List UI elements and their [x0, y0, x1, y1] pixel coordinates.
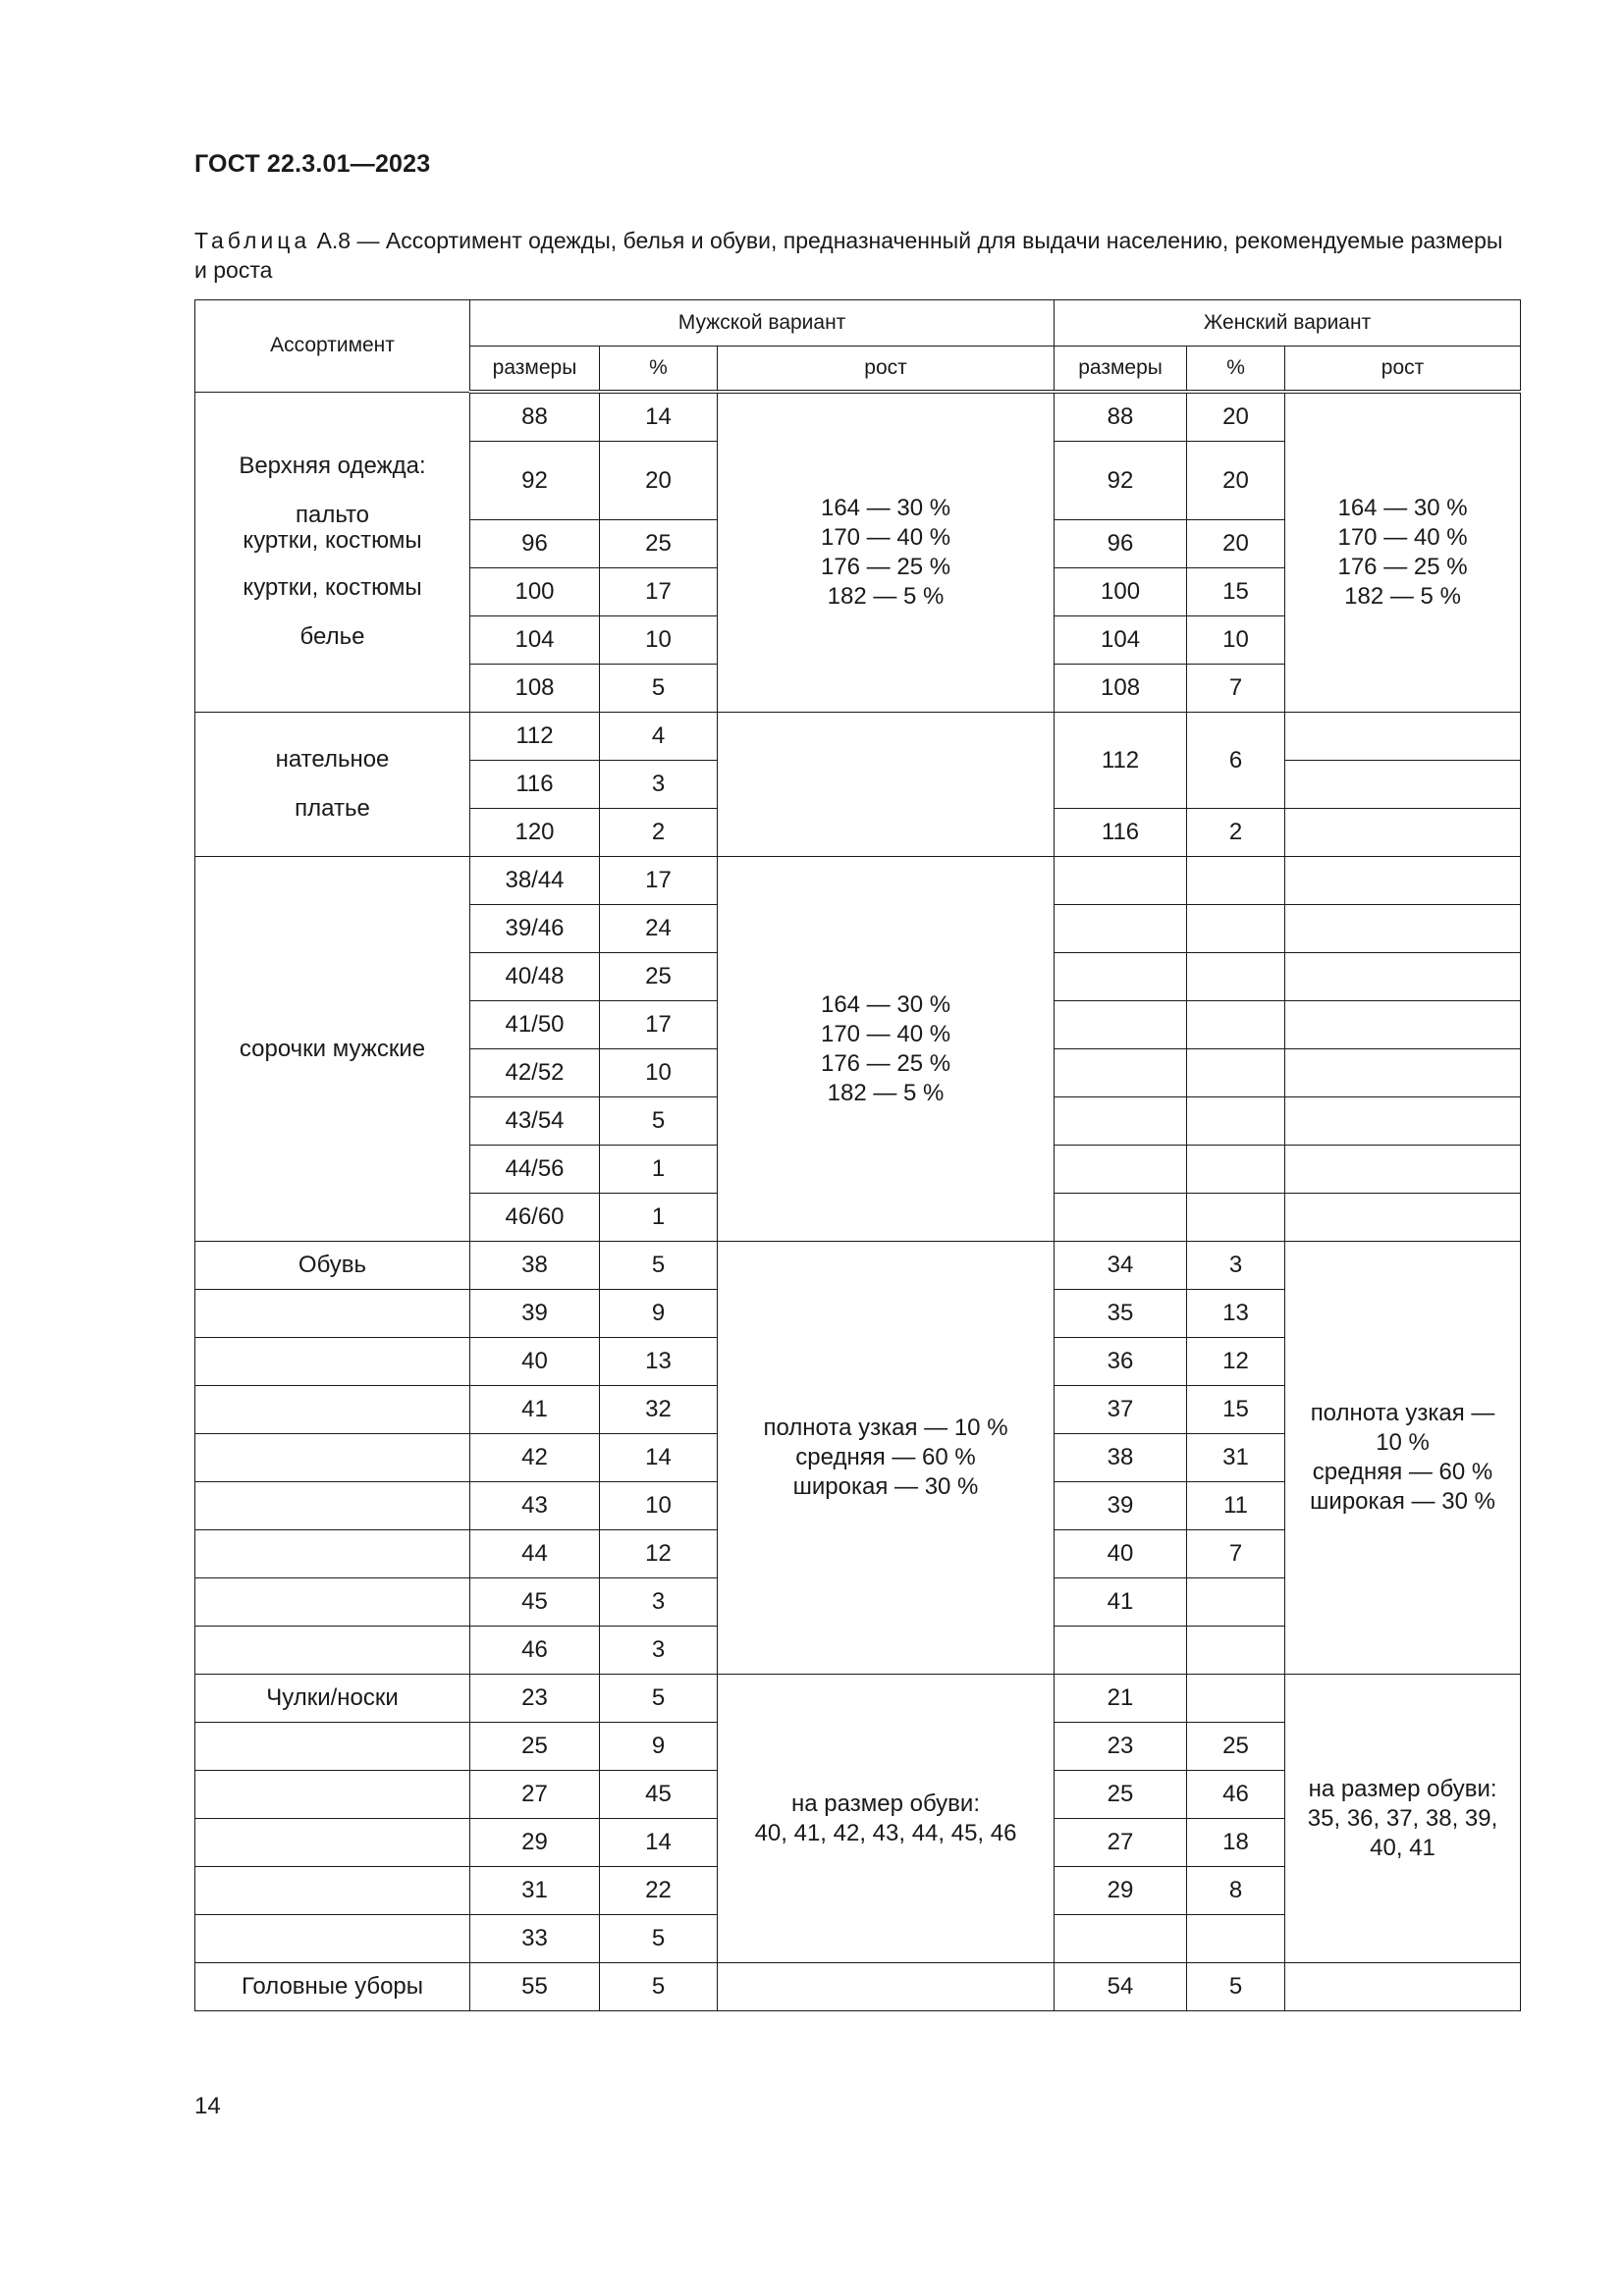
table-row [195, 1963, 1521, 2011]
female-size: 21 [1055, 1675, 1187, 1723]
male-size: 108 [470, 665, 600, 713]
male-percent: 13 [600, 1338, 718, 1386]
female-size: 38 [1055, 1434, 1187, 1482]
male-size: 120 [470, 809, 600, 857]
female-heights-outerwear [1285, 392, 1521, 713]
label-shirts: сорочки мужские [239, 1035, 426, 1062]
female-percent: 20 [1187, 520, 1285, 568]
male-percent: 14 [600, 392, 718, 442]
female-percent: 13 [1187, 1290, 1285, 1338]
female-height-empty [1285, 1963, 1521, 2011]
female-size-empty [1055, 1146, 1187, 1194]
male-height-empty [718, 713, 1055, 857]
male-percent: 1 [600, 1146, 718, 1194]
header-male-percent: % [600, 347, 718, 393]
male-percent: 5 [600, 1675, 718, 1723]
page-number: 14 [194, 2093, 221, 2119]
label-dress: платье [295, 795, 370, 822]
caption-prefix: Таблица [194, 228, 311, 253]
male-percent: 12 [600, 1530, 718, 1578]
female-percent: 6 [1187, 713, 1285, 809]
female-size-empty [1055, 1194, 1187, 1242]
male-percent: 17 [600, 1001, 718, 1049]
header-female-percent: % [1187, 347, 1285, 393]
label-coat: пальто [295, 502, 370, 529]
note-line: на размер обуви: [791, 1789, 980, 1817]
female-percent-empty [1187, 1097, 1285, 1146]
male-size: 31 [470, 1867, 600, 1915]
female-height-empty [1285, 953, 1521, 1001]
male-size: 38 [470, 1242, 600, 1290]
male-percent: 3 [600, 1578, 718, 1627]
female-height-empty [1285, 1146, 1521, 1194]
female-size [1055, 1915, 1187, 1963]
fullness-line: широкая — 30 % [792, 1473, 979, 1500]
note-line: 40, 41 [1370, 1834, 1435, 1861]
document-header: ГОСТ 22.3.01—2023 [194, 150, 431, 178]
label-jackets-2: куртки, костюмы [243, 574, 422, 602]
female-size: 35 [1055, 1290, 1187, 1338]
male-size: 46 [470, 1627, 600, 1675]
female-percent: 8 [1187, 1867, 1285, 1915]
female-size: 96 [1055, 520, 1187, 568]
male-percent: 45 [600, 1771, 718, 1819]
male-size: 40 [470, 1338, 600, 1386]
female-height-empty [1285, 857, 1521, 905]
male-percent: 3 [600, 761, 718, 809]
male-size: 39/46 [470, 905, 600, 953]
male-size: 112 [470, 713, 600, 761]
table-row [195, 1675, 1521, 1723]
female-percent-empty [1187, 1146, 1285, 1194]
female-percent: 20 [1187, 442, 1285, 520]
female-percent [1187, 1627, 1285, 1675]
female-size [1055, 1627, 1187, 1675]
height-line: 170 — 40 % [1337, 524, 1468, 551]
height-line: 182 — 5 % [827, 583, 945, 610]
male-size: 44 [470, 1530, 600, 1578]
height-line: 164 — 30 % [1337, 495, 1468, 521]
female-size: 116 [1055, 809, 1187, 857]
header-female-sizes: размеры [1055, 347, 1187, 393]
fullness-line: широкая — 30 % [1310, 1488, 1495, 1515]
female-percent [1187, 1578, 1285, 1627]
assortment-table [194, 299, 1521, 2011]
label-shoes: Обувь [298, 1252, 367, 1278]
female-percent [1187, 1915, 1285, 1963]
male-size: 39 [470, 1290, 600, 1338]
male-socks-note [718, 1675, 1055, 1963]
male-heights-outerwear [718, 392, 1055, 713]
female-percent: 18 [1187, 1819, 1285, 1867]
male-percent: 14 [600, 1819, 718, 1867]
male-size: 42/52 [470, 1049, 600, 1097]
assortment-empty [195, 1723, 470, 1771]
female-size: 112 [1055, 713, 1187, 809]
male-size: 116 [470, 761, 600, 809]
female-percent: 7 [1187, 665, 1285, 713]
female-height-empty [1285, 713, 1521, 761]
male-size: 29 [470, 1819, 600, 1867]
female-size-empty [1055, 1049, 1187, 1097]
female-percent-empty [1187, 1001, 1285, 1049]
female-size: 36 [1055, 1338, 1187, 1386]
female-size: 23 [1055, 1723, 1187, 1771]
female-height-empty [1285, 905, 1521, 953]
male-size: 100 [470, 568, 600, 616]
assortment-socks [195, 1675, 470, 1723]
female-percent: 31 [1187, 1434, 1285, 1482]
male-size: 92 [470, 442, 600, 520]
header-male-sizes: размеры [470, 347, 600, 393]
note-line: 40, 41, 42, 43, 44, 45, 46 [754, 1819, 1017, 1846]
assortment-empty [195, 1867, 470, 1915]
female-size: 37 [1055, 1386, 1187, 1434]
male-percent: 22 [600, 1867, 718, 1915]
female-size-empty [1055, 953, 1187, 1001]
assortment-empty [195, 1386, 470, 1434]
male-heights-shirts [718, 857, 1055, 1242]
fullness-line: средняя — 60 % [1312, 1459, 1493, 1485]
female-percent: 2 [1187, 809, 1285, 857]
header-female: Женский вариант [1055, 300, 1521, 347]
male-percent: 4 [600, 713, 718, 761]
male-percent: 25 [600, 953, 718, 1001]
height-line: 164 — 30 % [820, 495, 951, 521]
height-line: 170 — 40 % [820, 524, 951, 551]
male-percent: 9 [600, 1290, 718, 1338]
female-size: 39 [1055, 1482, 1187, 1530]
female-size: 88 [1055, 392, 1187, 442]
male-percent: 24 [600, 905, 718, 953]
male-size: 42 [470, 1434, 600, 1482]
female-size: 27 [1055, 1819, 1187, 1867]
male-shoe-fullness [718, 1242, 1055, 1675]
male-size: 104 [470, 616, 600, 665]
table-row [195, 857, 1521, 905]
male-percent: 20 [600, 442, 718, 520]
female-size: 40 [1055, 1530, 1187, 1578]
female-size: 100 [1055, 568, 1187, 616]
assortment-empty [195, 1434, 470, 1482]
female-size: 41 [1055, 1578, 1187, 1627]
height-line: 182 — 5 % [1344, 583, 1461, 610]
female-size: 108 [1055, 665, 1187, 713]
male-percent: 10 [600, 1049, 718, 1097]
female-size: 54 [1055, 1963, 1187, 2011]
assortment-empty [195, 1482, 470, 1530]
female-percent: 10 [1187, 616, 1285, 665]
female-percent: 11 [1187, 1482, 1285, 1530]
female-size-empty [1055, 905, 1187, 953]
female-height-empty [1285, 761, 1521, 809]
male-percent: 32 [600, 1386, 718, 1434]
female-size-empty [1055, 1097, 1187, 1146]
label-socks: Чулки/носки [266, 1684, 399, 1711]
label-linen: белье [299, 623, 365, 651]
assortment-shoes [195, 1242, 470, 1290]
height-line: 170 — 40 % [820, 1020, 951, 1047]
male-size: 25 [470, 1723, 600, 1771]
male-percent: 1 [600, 1194, 718, 1242]
female-shoe-fullness [1285, 1242, 1521, 1675]
male-percent: 9 [600, 1723, 718, 1771]
female-percent: 5 [1187, 1963, 1285, 2011]
male-percent: 17 [600, 568, 718, 616]
label-outerwear: Верхняя одежда: [239, 453, 426, 480]
assortment-hats [195, 1963, 470, 2011]
male-size: 96 [470, 520, 600, 568]
female-height-empty [1285, 1194, 1521, 1242]
male-size: 40/48 [470, 953, 600, 1001]
assortment-empty [195, 1627, 470, 1675]
female-height-empty [1285, 1001, 1521, 1049]
male-percent: 3 [600, 1627, 718, 1675]
male-size: 27 [470, 1771, 600, 1819]
female-percent-empty [1187, 905, 1285, 953]
male-size: 43/54 [470, 1097, 600, 1146]
male-percent: 5 [600, 1963, 718, 2011]
fullness-line: полнота узкая — [1310, 1400, 1495, 1426]
male-size: 41 [470, 1386, 600, 1434]
female-percent [1187, 1675, 1285, 1723]
assortment-empty [195, 1290, 470, 1338]
male-percent: 2 [600, 809, 718, 857]
header-row [195, 300, 1521, 347]
male-percent: 10 [600, 1482, 718, 1530]
height-line: 176 — 25 % [820, 554, 951, 580]
female-size: 92 [1055, 442, 1187, 520]
assortment-shirts [195, 857, 470, 1242]
fullness-line: средняя — 60 % [795, 1444, 976, 1470]
height-line: 176 — 25 % [820, 1049, 951, 1077]
female-height-empty [1285, 809, 1521, 857]
female-percent: 12 [1187, 1338, 1285, 1386]
male-percent: 5 [600, 1242, 718, 1290]
male-percent: 17 [600, 857, 718, 905]
male-size: 45 [470, 1578, 600, 1627]
assortment-outerwear [195, 392, 470, 713]
female-percent: 15 [1187, 568, 1285, 616]
label-hats: Головные уборы [241, 1973, 424, 2000]
note-line: 35, 36, 37, 38, 39, [1307, 1804, 1498, 1832]
header-assortment: Ассортимент [195, 300, 470, 393]
fullness-line: полнота узкая — 10 % [763, 1415, 1008, 1441]
height-line: 176 — 25 % [1337, 554, 1468, 580]
female-height-empty [1285, 1097, 1521, 1146]
fullness-line: 10 % [1376, 1429, 1430, 1456]
note-line: на размер обуви: [1308, 1775, 1497, 1802]
female-size: 104 [1055, 616, 1187, 665]
female-size-empty [1055, 857, 1187, 905]
male-height-empty [718, 1963, 1055, 2011]
male-size: 41/50 [470, 1001, 600, 1049]
female-percent: 46 [1187, 1771, 1285, 1819]
female-height-empty [1285, 1049, 1521, 1097]
header-female-height: рост [1285, 347, 1521, 393]
assortment-empty [195, 1819, 470, 1867]
male-percent: 5 [600, 1097, 718, 1146]
male-percent: 5 [600, 1915, 718, 1963]
table-row [195, 713, 1521, 761]
assortment-underwear [195, 713, 470, 857]
male-size: 23 [470, 1675, 600, 1723]
height-line: 182 — 5 % [827, 1079, 945, 1106]
male-size: 33 [470, 1915, 600, 1963]
female-size: 29 [1055, 1867, 1187, 1915]
female-percent: 20 [1187, 392, 1285, 442]
male-size: 88 [470, 392, 600, 442]
male-percent: 10 [600, 616, 718, 665]
assortment-empty [195, 1338, 470, 1386]
female-percent: 7 [1187, 1530, 1285, 1578]
male-percent: 25 [600, 520, 718, 568]
assortment-empty [195, 1530, 470, 1578]
female-size: 25 [1055, 1771, 1187, 1819]
female-size-empty [1055, 1001, 1187, 1049]
male-size: 38/44 [470, 857, 600, 905]
male-size: 44/56 [470, 1146, 600, 1194]
label-underwear: нательное [275, 746, 390, 773]
female-size: 34 [1055, 1242, 1187, 1290]
label-jackets: куртки, костюмы [243, 527, 422, 555]
female-socks-note [1285, 1675, 1521, 1963]
male-percent: 14 [600, 1434, 718, 1482]
female-percent-empty [1187, 953, 1285, 1001]
female-percent-empty [1187, 1049, 1285, 1097]
assortment-empty [195, 1578, 470, 1627]
table-row [195, 392, 1521, 442]
female-percent-empty [1187, 857, 1285, 905]
header-male: Мужской вариант [470, 300, 1055, 347]
female-percent: 25 [1187, 1723, 1285, 1771]
female-percent-empty [1187, 1194, 1285, 1242]
caption-text: Ассортимент одежды, белья и обуви, предназначенный для выдачи населению, рекомендуемые размеры и роста [194, 228, 1503, 283]
female-percent: 3 [1187, 1242, 1285, 1290]
assortment-empty [195, 1771, 470, 1819]
male-size: 55 [470, 1963, 600, 2011]
header-male-height: рост [718, 347, 1055, 393]
caption-number: А.8 — [310, 228, 386, 253]
male-size: 46/60 [470, 1194, 600, 1242]
table-row [195, 1242, 1521, 1290]
assortment-empty [195, 1915, 470, 1963]
male-percent: 5 [600, 665, 718, 713]
female-percent: 15 [1187, 1386, 1285, 1434]
table-caption [194, 226, 1520, 285]
height-line: 164 — 30 % [820, 990, 951, 1018]
male-size: 43 [470, 1482, 600, 1530]
